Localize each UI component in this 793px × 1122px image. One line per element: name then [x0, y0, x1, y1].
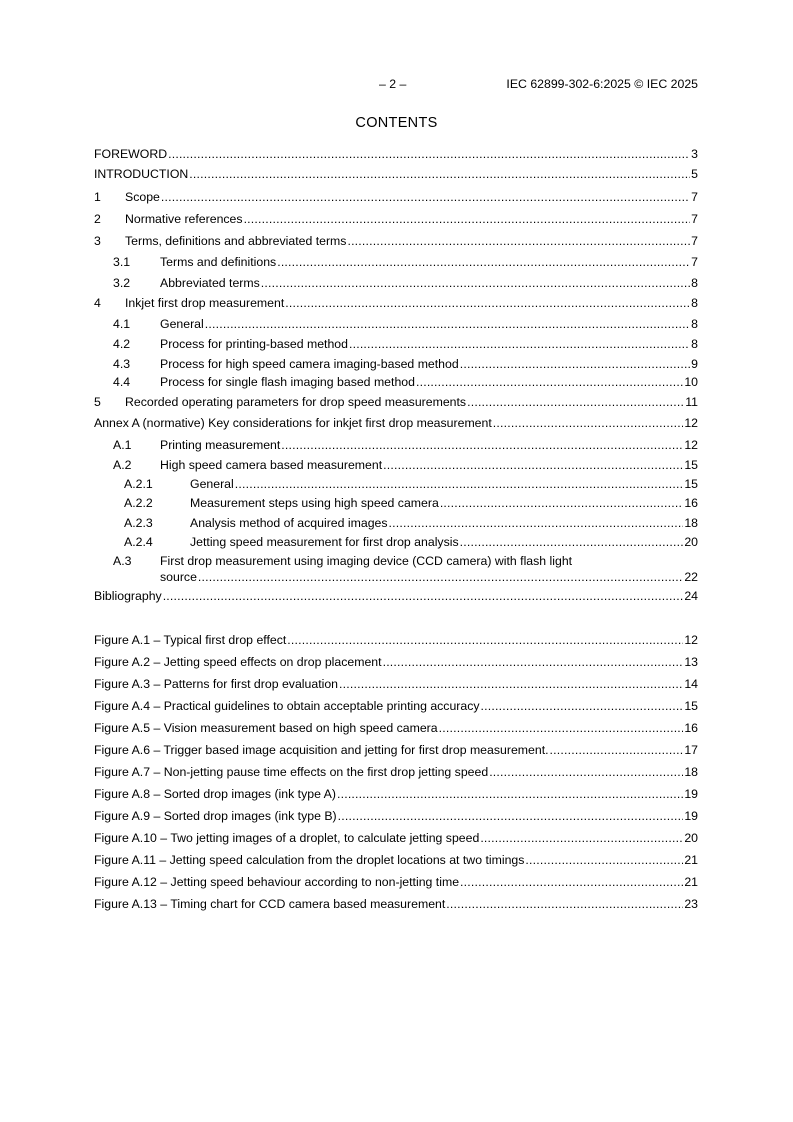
- toc-entry[interactable]: [94, 254, 698, 270]
- toc-entry[interactable]: [94, 295, 698, 311]
- page-ref: 8: [691, 337, 698, 351]
- page-ref: 12: [684, 438, 698, 452]
- toc-entry-title: Process for printing-based method: [160, 337, 348, 351]
- figure-caption: Figure A.4 – Practical guidelines to obtain acceptable printing accuracy: [94, 699, 480, 713]
- figure-list-item[interactable]: [94, 676, 698, 692]
- dot-leader: [446, 896, 683, 912]
- figure-caption: Figure A.13 – Timing chart for CCD camera based measurement: [94, 897, 446, 911]
- toc-entry[interactable]: [94, 233, 698, 249]
- toc-entry-title: Bibliography: [94, 589, 162, 603]
- page-ref: 10: [684, 375, 698, 389]
- toc-entry-number: 5: [94, 395, 101, 409]
- page-ref: 11: [685, 395, 698, 409]
- dot-leader: [389, 515, 684, 531]
- figure-list-item[interactable]: [94, 632, 698, 648]
- page-ref: 19: [684, 809, 698, 823]
- toc-entry-number: A.2.3: [124, 516, 153, 530]
- toc-entry-title: High speed camera based measurement: [160, 458, 383, 472]
- toc-entry-title: Jetting speed measurement for first drop analysis: [190, 535, 459, 549]
- dot-leader: [467, 394, 684, 410]
- toc-entry[interactable]: [94, 316, 698, 332]
- toc-entry-title: FOREWORD: [94, 147, 168, 161]
- figure-caption: Figure A.6 – Trigger based image acquisition and jetting for first drop measurement.: [94, 743, 549, 757]
- toc-entry-title: General: [160, 317, 204, 331]
- page-ref: 20: [684, 831, 698, 845]
- toc-entry[interactable]: [94, 356, 698, 372]
- toc-entry[interactable]: [94, 146, 698, 162]
- toc-entry-title: Printing measurement: [160, 438, 281, 452]
- dot-leader: [277, 254, 690, 270]
- dot-leader: [383, 457, 683, 473]
- dot-leader: [347, 233, 690, 249]
- figure-caption: Figure A.3 – Patterns for first drop evaluation: [94, 677, 339, 691]
- figure-list-item[interactable]: [94, 742, 698, 758]
- toc-entry[interactable]: [94, 495, 698, 511]
- toc-entry-number: 4.3: [113, 357, 131, 371]
- toc-entry-number: A.2.1: [124, 477, 153, 491]
- page-ref: 17: [684, 743, 698, 757]
- toc-entry[interactable]: [94, 457, 698, 473]
- toc-entry-number: 3: [94, 234, 101, 248]
- toc-entry-number: 2: [94, 212, 101, 226]
- dot-leader: [550, 742, 684, 758]
- page-ref: 13: [684, 655, 698, 669]
- dot-leader: [163, 588, 684, 604]
- dot-leader: [198, 569, 683, 585]
- dot-leader: [481, 698, 684, 714]
- dot-leader: [416, 374, 683, 390]
- toc-entry[interactable]: [94, 275, 698, 291]
- toc-entry-title: Process for single flash imaging based method: [160, 375, 415, 389]
- dot-leader: [338, 808, 684, 824]
- toc-entry-number: 4.2: [113, 337, 131, 351]
- page-ref: 12: [684, 633, 698, 647]
- dot-leader: [460, 874, 683, 890]
- toc-entry[interactable]: [94, 415, 698, 431]
- page-ref: 3: [691, 147, 698, 161]
- toc-entry-title: Analysis method of acquired images: [190, 516, 388, 530]
- figure-caption: Figure A.10 – Two jetting images of a droplet, to calculate jetting speed: [94, 831, 480, 845]
- page-ref: 20: [684, 535, 698, 549]
- dot-leader: [480, 830, 683, 846]
- page-header: [94, 77, 698, 93]
- figure-caption: Figure A.7 – Non-jetting pause time effects on the first drop jetting speed: [94, 765, 489, 779]
- figure-caption: Figure A.9 – Sorted drop images (ink type B): [94, 809, 337, 823]
- toc-entry-title-continued: source: [160, 570, 197, 584]
- toc-entry-number: A.2.4: [124, 535, 153, 549]
- dot-leader: [337, 786, 683, 802]
- page-ref: 5: [691, 167, 698, 181]
- page-ref: 8: [691, 276, 698, 290]
- dot-leader: [489, 764, 683, 780]
- toc-entry-title: Terms and definitions: [160, 255, 277, 269]
- toc-entry-title: Scope: [125, 190, 160, 204]
- toc-entry[interactable]: [94, 476, 698, 492]
- page-ref: 9: [691, 357, 698, 371]
- toc-entry[interactable]: [94, 588, 698, 604]
- toc-entry[interactable]: [94, 437, 698, 453]
- figure-list-item[interactable]: [94, 654, 698, 670]
- page-ref: 7: [691, 212, 698, 226]
- dot-leader: [383, 654, 684, 670]
- figure-list-item[interactable]: [94, 786, 698, 802]
- toc-entry-title: INTRODUCTION: [94, 167, 189, 181]
- toc-entry[interactable]: [94, 189, 698, 205]
- page-ref: 21: [684, 853, 698, 867]
- page-ref: 16: [684, 496, 698, 510]
- dot-leader: [525, 852, 683, 868]
- toc-entry[interactable]: [94, 553, 698, 585]
- dot-leader: [460, 534, 684, 550]
- toc-entry-title: Annex A (normative) Key considerations for inkjet first drop measurement: [94, 416, 492, 430]
- toc-entry-number: A.2.2: [124, 496, 153, 510]
- toc-entry-number: 3.1: [113, 255, 131, 269]
- toc-entry-number: 3.2: [113, 276, 131, 290]
- toc-entry[interactable]: [94, 166, 698, 182]
- figure-list-item[interactable]: [94, 874, 698, 890]
- figure-caption: Figure A.5 – Vision measurement based on high speed camera: [94, 721, 438, 735]
- page-ref: 15: [684, 477, 698, 491]
- dot-leader: [205, 316, 690, 332]
- page-ref: 7: [691, 190, 698, 204]
- figure-list-item[interactable]: [94, 852, 698, 868]
- dot-leader: [287, 632, 683, 648]
- page-number: – 2 –: [379, 77, 407, 91]
- dot-leader: [460, 356, 690, 372]
- page-ref: 19: [684, 787, 698, 801]
- page-ref: 18: [684, 516, 698, 530]
- toc-entry[interactable]: [94, 515, 698, 531]
- toc-entry-title: Process for high speed camera imaging-based method: [160, 357, 459, 371]
- dot-leader: [161, 189, 690, 205]
- page-ref: 23: [684, 897, 698, 911]
- toc-entry-title: Inkjet first drop measurement: [125, 296, 285, 310]
- page-ref: 12: [684, 416, 698, 430]
- toc-entry[interactable]: [94, 394, 698, 410]
- page-ref: 15: [684, 458, 698, 472]
- page-ref: 8: [691, 296, 698, 310]
- toc-entry-number: 4.1: [113, 317, 131, 331]
- page-ref: 16: [684, 721, 698, 735]
- figure-list-item[interactable]: [94, 764, 698, 780]
- figure-list-item[interactable]: [94, 896, 698, 912]
- toc-entry[interactable]: [94, 534, 698, 550]
- figure-caption: Figure A.12 – Jetting speed behaviour according to non-jetting time: [94, 875, 460, 889]
- dot-leader: [261, 275, 690, 291]
- figure-caption: Figure A.1 – Typical first drop effect: [94, 633, 287, 647]
- figure-caption: Figure A.2 – Jetting speed effects on drop placement: [94, 655, 382, 669]
- toc-entry-title: General: [190, 477, 234, 491]
- page-ref: 7: [691, 234, 698, 248]
- page-ref: 22: [684, 570, 698, 584]
- figure-list-item[interactable]: [94, 830, 698, 846]
- toc-entry-title: Terms, definitions and abbreviated terms: [125, 234, 347, 248]
- toc-entry-title: Abbreviated terms: [160, 276, 260, 290]
- figure-caption: Figure A.11 – Jetting speed calculation from the droplet locations at two timings: [94, 853, 525, 867]
- toc-entry[interactable]: [94, 336, 698, 352]
- toc-entry-title: First drop measurement using imaging device (CCD camera) with flash light: [160, 554, 573, 568]
- toc-entry-number: 4: [94, 296, 101, 310]
- toc-entry-number: A.2: [113, 458, 132, 472]
- dot-leader: [339, 676, 683, 692]
- dot-leader: [168, 146, 690, 162]
- toc-entry-number: A.3: [113, 554, 132, 568]
- dot-leader: [439, 720, 684, 736]
- page-ref: 15: [684, 699, 698, 713]
- toc-entry[interactable]: [94, 211, 698, 227]
- toc-entry-title: Measurement steps using high speed camera: [190, 496, 439, 510]
- toc-entry-number: 4.4: [113, 375, 131, 389]
- dot-leader: [281, 437, 683, 453]
- page-ref: 14: [684, 677, 698, 691]
- document-reference: IEC 62899-302-6:2025 © IEC 2025: [506, 77, 698, 91]
- toc-entry-title: Normative references: [125, 212, 243, 226]
- contents-title: CONTENTS: [355, 115, 438, 131]
- toc-entry-title: Recorded operating parameters for drop speed measurements: [125, 395, 467, 409]
- page-ref: 21: [684, 875, 698, 889]
- figure-list-item[interactable]: [94, 698, 698, 714]
- figure-list-item[interactable]: [94, 808, 698, 824]
- dot-leader: [349, 336, 690, 352]
- page-ref: 18: [684, 765, 698, 779]
- page-ref: 8: [691, 317, 698, 331]
- toc-entry[interactable]: [94, 374, 698, 390]
- dot-leader: [440, 495, 684, 511]
- dot-leader: [235, 476, 684, 492]
- page-ref: 7: [691, 255, 698, 269]
- page-ref: 24: [684, 589, 698, 603]
- dot-leader: [189, 166, 690, 182]
- figure-caption: Figure A.8 – Sorted drop images (ink type A): [94, 787, 336, 801]
- toc-entry-number: 1: [94, 190, 101, 204]
- dot-leader: [493, 415, 684, 431]
- toc-entry-number: A.1: [113, 438, 132, 452]
- dot-leader: [244, 211, 691, 227]
- figure-list-item[interactable]: [94, 720, 698, 736]
- dot-leader: [285, 295, 690, 311]
